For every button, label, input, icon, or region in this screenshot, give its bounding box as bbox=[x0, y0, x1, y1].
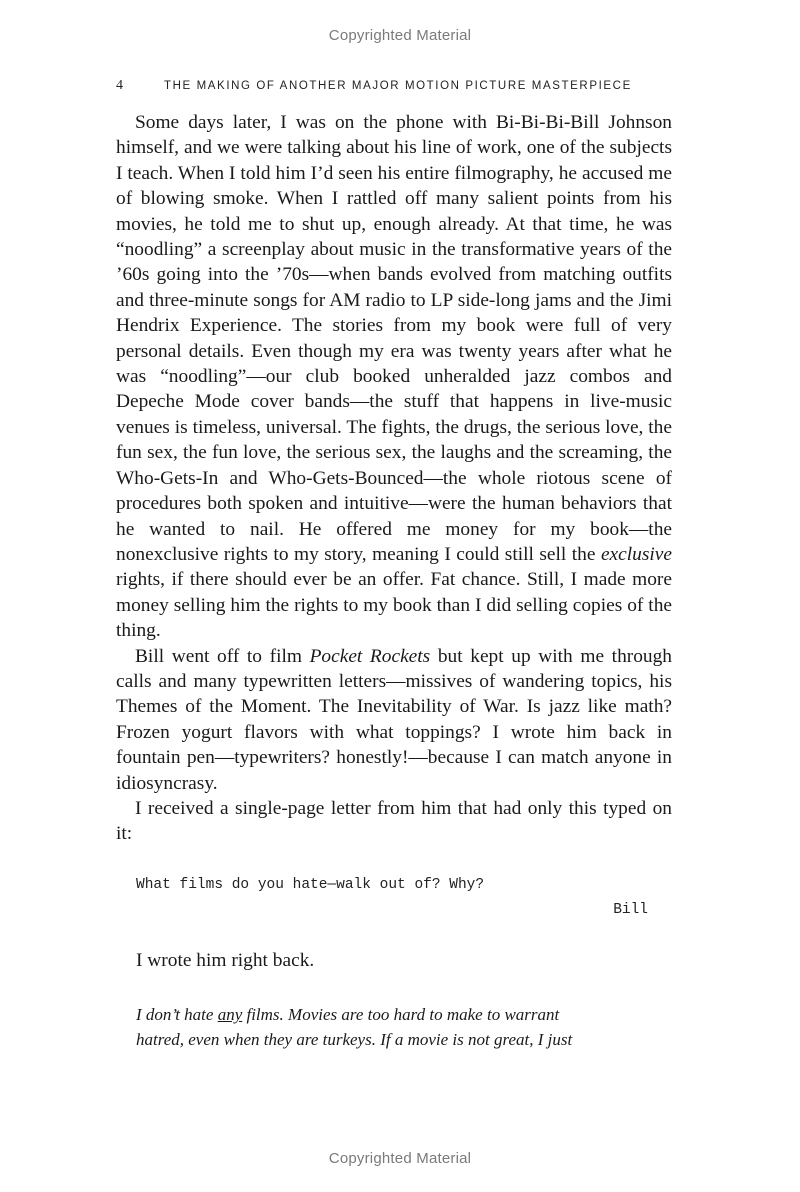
emphasis: exclusive bbox=[600, 543, 672, 565]
running-head bbox=[116, 78, 672, 94]
quote-text: I don’t hate bbox=[136, 1005, 218, 1024]
paragraph-text: Bill went off to film bbox=[135, 645, 310, 667]
body-text bbox=[116, 110, 672, 847]
page-number: 4 bbox=[116, 78, 123, 93]
paragraph: I received a single-page letter from him that had only this typed on it: bbox=[116, 797, 672, 845]
reply-letter bbox=[136, 1002, 626, 1052]
paragraph-text: but kept up with me through calls and many typewritten letters—missives of wandering topics, his Themes of the Moment. The Inevitability of War. Is jazz like math? Frozen yogurt flavors with what toppings? I wrote him back in fountain pen—typewriters? honestly!—because I can match anyone in idiosyncrasy. bbox=[116, 645, 673, 794]
quote-line bbox=[136, 1002, 626, 1027]
running-head-title: THE MAKING OF ANOTHER MAJOR MOTION PICTURE MASTERPIECE bbox=[164, 80, 632, 92]
underlined-word: any bbox=[217, 1005, 243, 1024]
quote-line: hatred, even when they are turkeys. If a movie is not great, I just bbox=[136, 1030, 573, 1049]
copyright-footer: Copyrighted Material bbox=[328, 1150, 472, 1167]
quote-text: films. Movies are too hard to make to warrant bbox=[242, 1005, 560, 1024]
typed-letter: What films do you hate—walk out of? Why? bbox=[136, 877, 485, 893]
film-title: Pocket Rockets bbox=[309, 645, 431, 667]
letter-signature: Bill bbox=[613, 902, 648, 918]
paragraph bbox=[116, 644, 672, 796]
copyright-header: Copyrighted Material bbox=[328, 27, 472, 44]
paragraph-text: Some days later, I was on the phone with Bi-Bi-Bi-Bill Johnson himself, and we were talking about his line of work, one of the subjects I teach. When I told him I’d seen his entire filmography, he accused me of blowing smoke. When I rattled off many salient points from his movies, he told me to shut up, enough already. At that time, he was “noodling” a screenplay about music in the transformative years of the ’60s going into the ’70s—when bands evolved from matching outfits and three-minute songs for AM radio to LP side-long jams and the Jimi Hendrix Experience. The stories from my book were full of very personal details. Even though my era was twenty years after what he was “noodling”—our club booked unheralded jazz combos and Depeche Mode cover bands—the stuff that happens in live-music venues is timeless, universal. The fights, the drugs, the serious love, the fun sex, the fun love, the serious sex, the laughs and the screaming, the Who-Gets-In and Who-Gets-Bounced—the whole riotous scene of procedures both spoken and intuitive—were the human behaviors that he wanted to nail. He offered me money for my book—the nonexclusive rights to my story, meaning I could still sell the bbox=[116, 112, 672, 565]
paragraph bbox=[116, 110, 672, 644]
reply-intro: I wrote him right back. bbox=[136, 950, 315, 971]
paragraph-text: rights, if there should ever be an offer. Fat chance. Still, I made more money selling him the rights to my book than I did selling copies of the thing. bbox=[116, 569, 672, 642]
